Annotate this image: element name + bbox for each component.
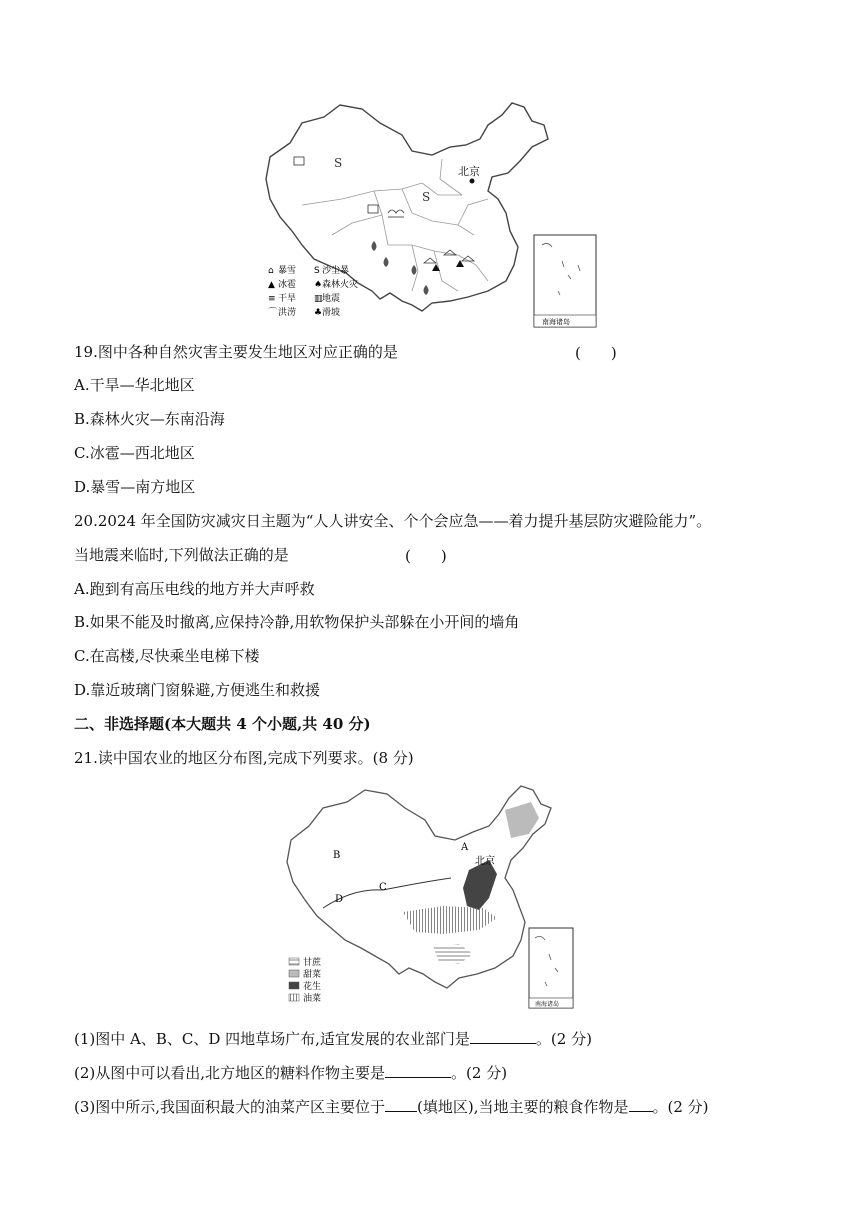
q19-answer-paren[interactable]: ( ) [575, 344, 617, 362]
inset-label: 南海诸岛 [535, 1001, 560, 1008]
map2-legend [289, 956, 322, 1004]
inset-label: 南海诸岛 [542, 318, 570, 326]
q21-sub1 [74, 1029, 592, 1049]
blizzard-icon [424, 250, 474, 263]
svg-text:⌒: ⌒ [268, 308, 278, 318]
region-label-a: A [461, 842, 469, 853]
legend-label-sugarcane: 甘蔗 [303, 958, 322, 968]
q21-stem: 21.读中国农业的地区分布图,完成下列要求。(8 分) [74, 749, 414, 767]
beijing-marker [470, 179, 475, 184]
legend-label: 地震 [322, 294, 341, 304]
map2-capital-label: 北京 [475, 856, 495, 867]
q20-stem-line1: 20.2024 年全国防灾减灾日主题为“人人讲安全、个个会应急——着力提升基层防灾避险能力”。 [74, 512, 712, 530]
china-outline [266, 103, 548, 311]
svg-text:♣: ♣ [314, 308, 323, 318]
svg-text:▲: ▲ [268, 280, 275, 290]
rapeseed-region [403, 906, 497, 934]
south-china-sea-inset [534, 235, 596, 327]
q19-option-b[interactable]: B.森林火灾—东南沿海 [74, 410, 225, 428]
legend-label: 沙尘暴 [322, 266, 350, 276]
q20-option-b[interactable]: B.如果不能及时撤离,应保持冷静,用软物保护头部躲在小开间的墙角 [74, 613, 520, 631]
q20-option-a[interactable]: A.跑到有高压电线的地方并大声呼救 [74, 580, 315, 598]
q20-stem-line2: 当地震来临时,下列做法正确的是 [74, 546, 289, 564]
q21-sub2 [74, 1063, 507, 1083]
q19-option-a[interactable]: A.干旱—华北地区 [74, 376, 195, 394]
legend-label: 暴雪 [278, 266, 297, 276]
region-label-d: D [335, 894, 344, 905]
q19-option-c[interactable]: C.冰雹—西北地区 [74, 444, 195, 462]
q21-sub3-score: 。(2 分) [652, 1098, 709, 1116]
sandstorm-symbol: S [334, 156, 343, 170]
q21-sub3-text-a: (3)图中所示,我国面积最大的油菜产区主要位于 [74, 1098, 386, 1116]
agriculture-map-svg [283, 778, 578, 1013]
legend-label-beet: 甜菜 [303, 970, 322, 980]
south-china-sea-inset [529, 928, 573, 1008]
q20-answer-paren[interactable]: ( ) [405, 547, 447, 565]
legend-label: 干旱 [278, 294, 297, 304]
map1-capital-label: 北京 [458, 165, 480, 178]
map1-legend [268, 264, 358, 318]
legend-label-peanut: 花生 [303, 982, 322, 992]
legend-label: 洪涝 [278, 308, 297, 318]
svg-text:S: S [314, 266, 320, 276]
q21-sub1-blank[interactable] [470, 1029, 536, 1044]
q21-sub3-blank-1[interactable] [385, 1097, 417, 1112]
q21-sub3-text-b: (填地区),当地主要的粮食作物是 [417, 1098, 629, 1116]
q21-sub2-blank[interactable] [385, 1063, 451, 1078]
disaster-map [262, 95, 602, 330]
svg-text:▥: ▥ [314, 294, 323, 304]
q21-sub3 [74, 1097, 709, 1117]
q21-sub1-text: (1)图中 A、B、C、D 四地草场广布,适宜发展的农业部门是 [74, 1030, 470, 1048]
svg-text:≡: ≡ [268, 294, 276, 304]
legend-label-rapeseed: 油菜 [303, 994, 322, 1004]
legend-label: 滑坡 [322, 308, 341, 318]
disaster-map-svg [262, 95, 602, 330]
legend-label: 冰雹 [278, 280, 297, 290]
q19-stem: 19.图中各种自然灾害主要发生地区对应正确的是 [74, 343, 398, 361]
peanut-region [463, 860, 497, 910]
agriculture-map [283, 778, 578, 1013]
q20-option-d[interactable]: D.靠近玻璃门窗躲避,方便逃生和救援 [74, 681, 321, 699]
section2-heading: 二、非选择题(本大题共 4 个小题,共 40 分) [74, 715, 371, 733]
svg-text:♠: ♠ [314, 280, 323, 290]
legend-label: 森林火灾 [322, 280, 359, 290]
sugarcane-region [433, 944, 473, 964]
q20-option-c[interactable]: C.在高楼,尽快乘坐电梯下楼 [74, 647, 260, 665]
sandstorm-symbol: S [422, 190, 431, 204]
q21-sub1-score: 。(2 分) [535, 1030, 592, 1048]
region-label-c: C [379, 882, 387, 893]
flood-icon [388, 210, 404, 217]
forest-fire-icon [372, 241, 429, 295]
q21-sub2-score: 。(2 分) [451, 1064, 508, 1082]
q19-option-d[interactable]: D.暴雪—南方地区 [74, 478, 196, 496]
svg-text:⌂: ⌂ [268, 266, 274, 276]
q21-sub2-text: (2)从图中可以看出,北方地区的糖料作物主要是 [74, 1064, 386, 1082]
region-label-b: B [333, 850, 341, 861]
q21-sub3-blank-2[interactable] [629, 1097, 653, 1112]
